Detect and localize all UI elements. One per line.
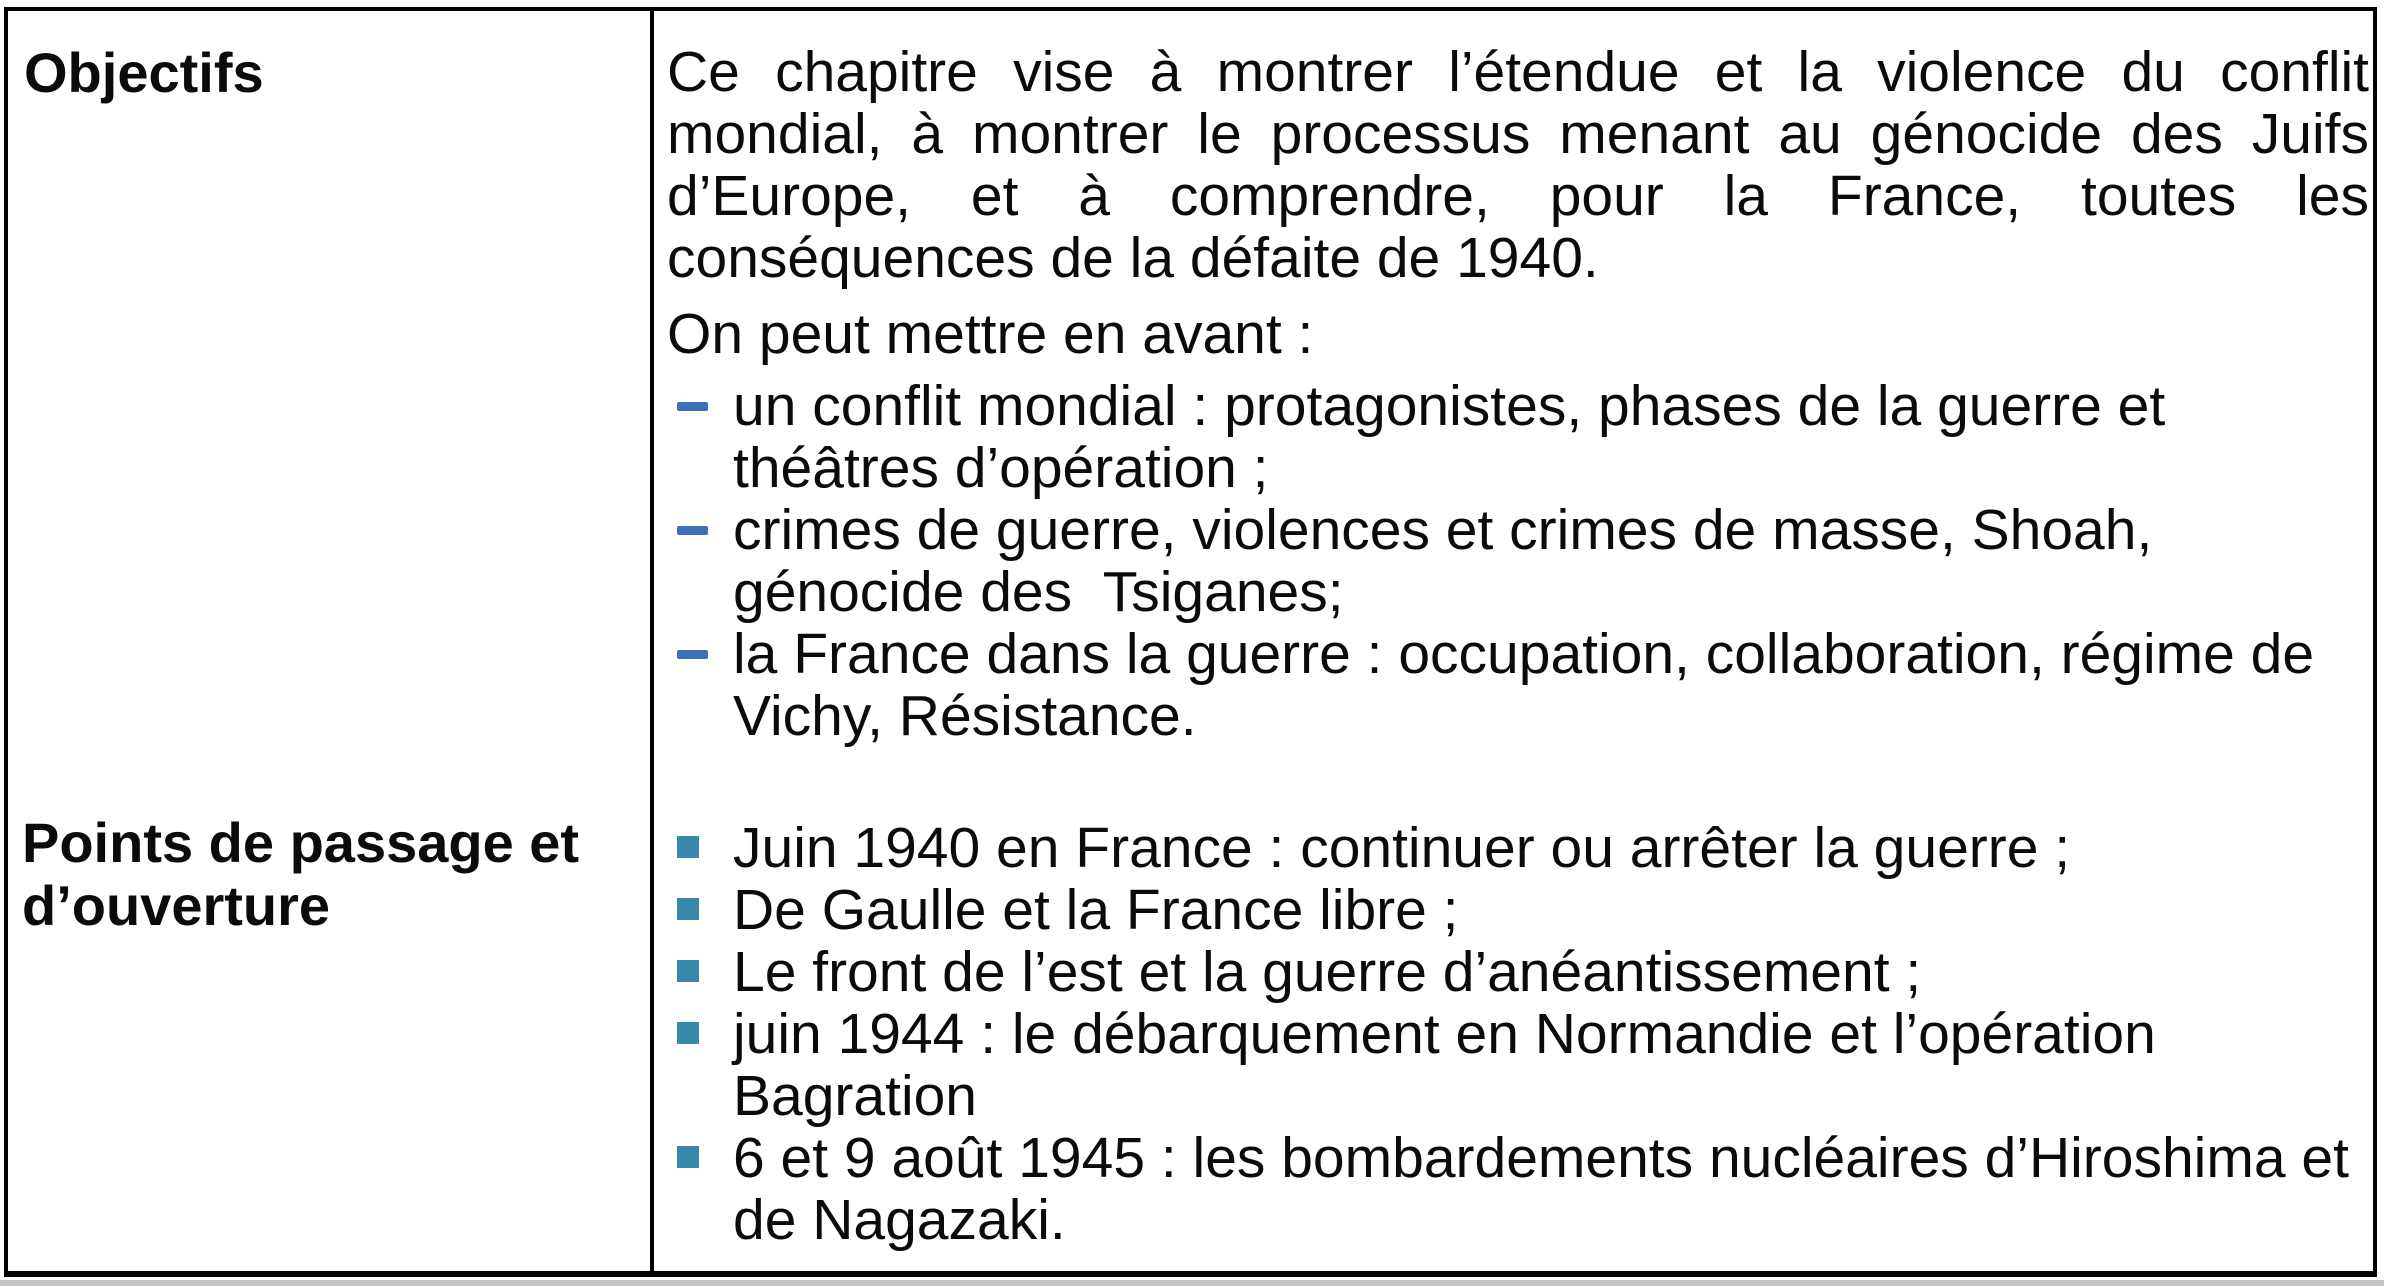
dash-bullet-icon <box>677 526 708 535</box>
square-list-item <box>667 879 2369 941</box>
dash-item-text: la France dans la guerre : occupation, collaboration, régime de Vichy, Résistance. <box>733 622 2330 748</box>
themes-dash-list <box>667 375 2369 747</box>
lead-in-text: On peut mettre en avant : <box>667 302 1314 366</box>
chapter-content-cell <box>654 11 2373 1271</box>
square-bullet-icon <box>677 836 699 858</box>
program-table <box>4 7 2377 1277</box>
square-item-text: 6 et 9 août 1945 : les bombardements nucléaires d’Hiroshima et de Nagazaki. <box>733 1126 2365 1252</box>
square-item-text: Juin 1940 en France : continuer ou arrêter la guerre ; <box>733 816 2071 880</box>
square-item-text: Le front de l’est et la guerre d’anéantissement ; <box>733 940 1922 1004</box>
intro-paragraph: Ce chapitre vise à montrer l’étendue et la violence du conflit mondial, à montrer le processus menant au génocide des Juifs d’Europe, et à comprendre, pour la France, toutes les conséquences de la défaite de 1940. <box>667 40 2369 290</box>
dash-list-item <box>667 623 2369 747</box>
dash-list-item <box>667 375 2369 499</box>
square-list-item <box>667 1127 2369 1251</box>
square-bullet-icon <box>677 898 699 920</box>
scan-edge-artifact <box>0 1280 2384 1286</box>
dash-item-text: un conflit mondial : protagonistes, phases de la guerre et théâtres d’opération ; <box>733 374 2182 500</box>
dash-bullet-icon <box>677 402 708 411</box>
square-list-item <box>667 941 2369 1003</box>
square-list-item <box>667 817 2369 879</box>
points-square-list <box>667 817 2369 1251</box>
square-bullet-icon <box>677 1146 699 1168</box>
dash-bullet-icon <box>677 650 708 659</box>
row-labels-column <box>8 11 654 1271</box>
square-item-text: juin 1944 : le débarquement en Normandie et l’opération Bagration <box>733 1002 2172 1128</box>
dash-item-text: crimes de guerre, violences et crimes de masse, Shoah, génocide des Tsiganes; <box>733 498 2169 624</box>
dash-list-item <box>667 499 2369 623</box>
objectifs-label: Objectifs <box>24 41 264 104</box>
square-list-item <box>667 1003 2369 1127</box>
points-de-passage-label: Points de passage et d’ouverture <box>22 811 580 937</box>
square-item-text: De Gaulle et la France libre ; <box>733 878 1459 942</box>
square-bullet-icon <box>677 960 699 982</box>
square-bullet-icon <box>677 1022 699 1044</box>
